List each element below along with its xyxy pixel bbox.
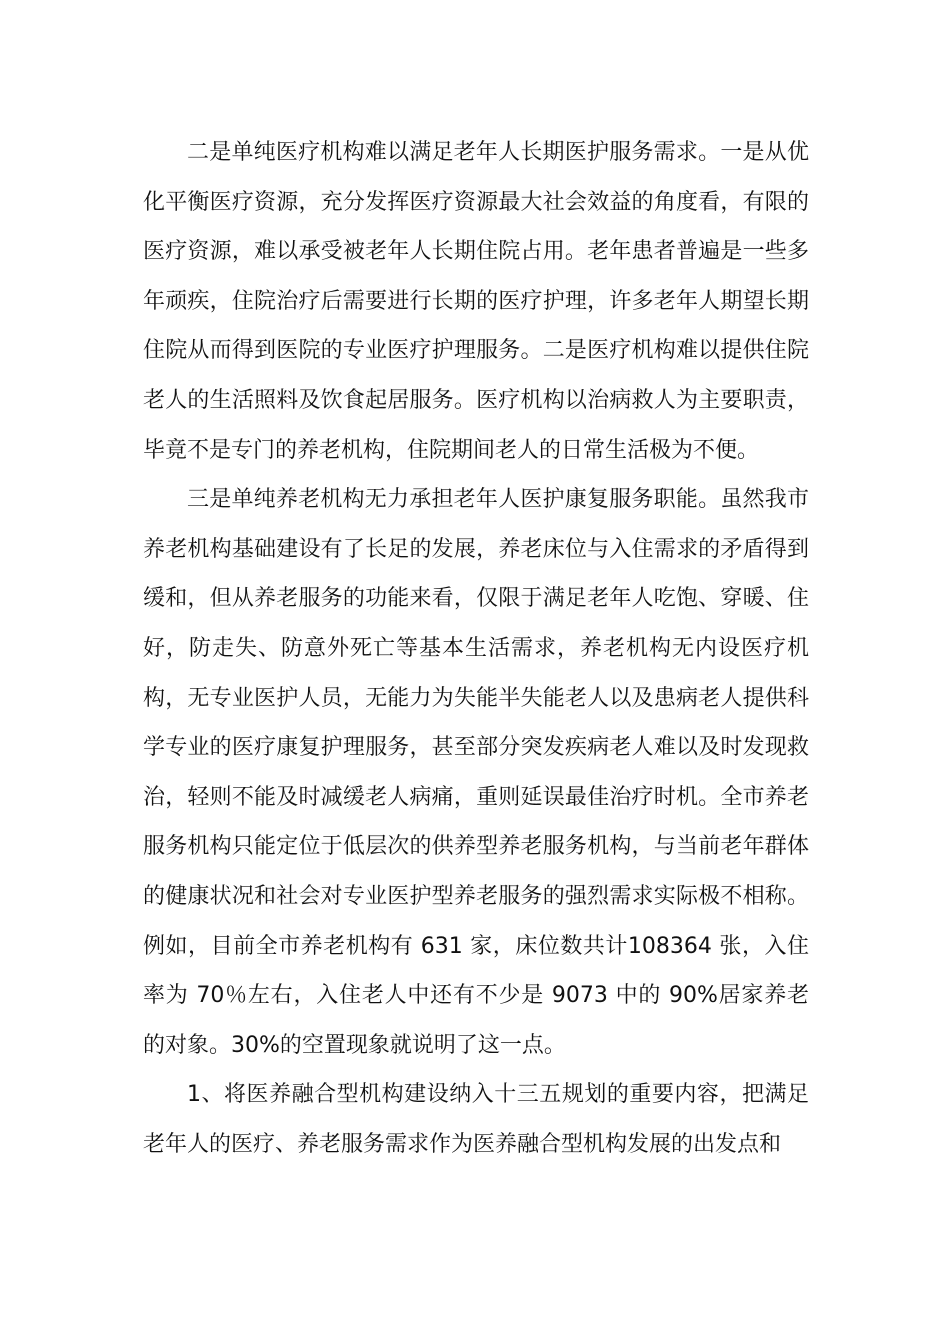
paragraph-planning-measure: 1、将医养融合型机构建设纳入十三五规划的重要内容，把满足老年人的医疗、养老服务需求作为医养融合型机构发展的出发点和 <box>143 1082 809 1157</box>
document-body <box>143 128 809 1169</box>
paragraph-elderly-care-institutions: 三是单纯养老机构无力承担老年人医护康复服务职能。虽然我市养老机构基础建设有了长足的发展，养老床位与入住需求的矛盾得到缓和，但从养老服务的功能来看，仅限于满足老年人吃饱、穿暖、住好，防走失、防意外死亡等基本生活需求，养老机构无内设医疗机构，无专业医护人员，无能力为失能半失能老人以及患病老人提供科学专业的医疗康复护理服务，甚至部分突发疾病老人难以及时发现救治，轻则不能及时减缓老人病痛，重则延误最佳治疗时机。全市养老服务机构只能定位于低层次的供养型养老服务机构，与当前老年群体的健康状况和社会对专业医护型养老服务的强烈需求实际极不相称。例如，目前全市养老机构有 631 家，床位数共计108364 张，入住率为 70％左右，入住老人中还有不少是 9073 中的 90%居家养老的对象。30%的空置现象就说明了这一点。 <box>143 487 809 1058</box>
paragraph-medical-institutions: 二是单纯医疗机构难以满足老年人长期医护服务需求。一是从优化平衡医疗资源，充分发挥医疗资源最大社会效益的角度看，有限的医疗资源，难以承受被老年人长期住院占用。老年患者普遍是一些多年顽疾，住院治疗后需要进行长期的医疗护理，许多老年人期望长期住院从而得到医院的专业医疗护理服务。二是医疗机构难以提供住院老人的生活照料及饮食起居服务。医疗机构以治病救人为主要职责，毕竟不是专门的养老机构，住院期间老人的日常生活极为不便。 <box>143 140 809 463</box>
